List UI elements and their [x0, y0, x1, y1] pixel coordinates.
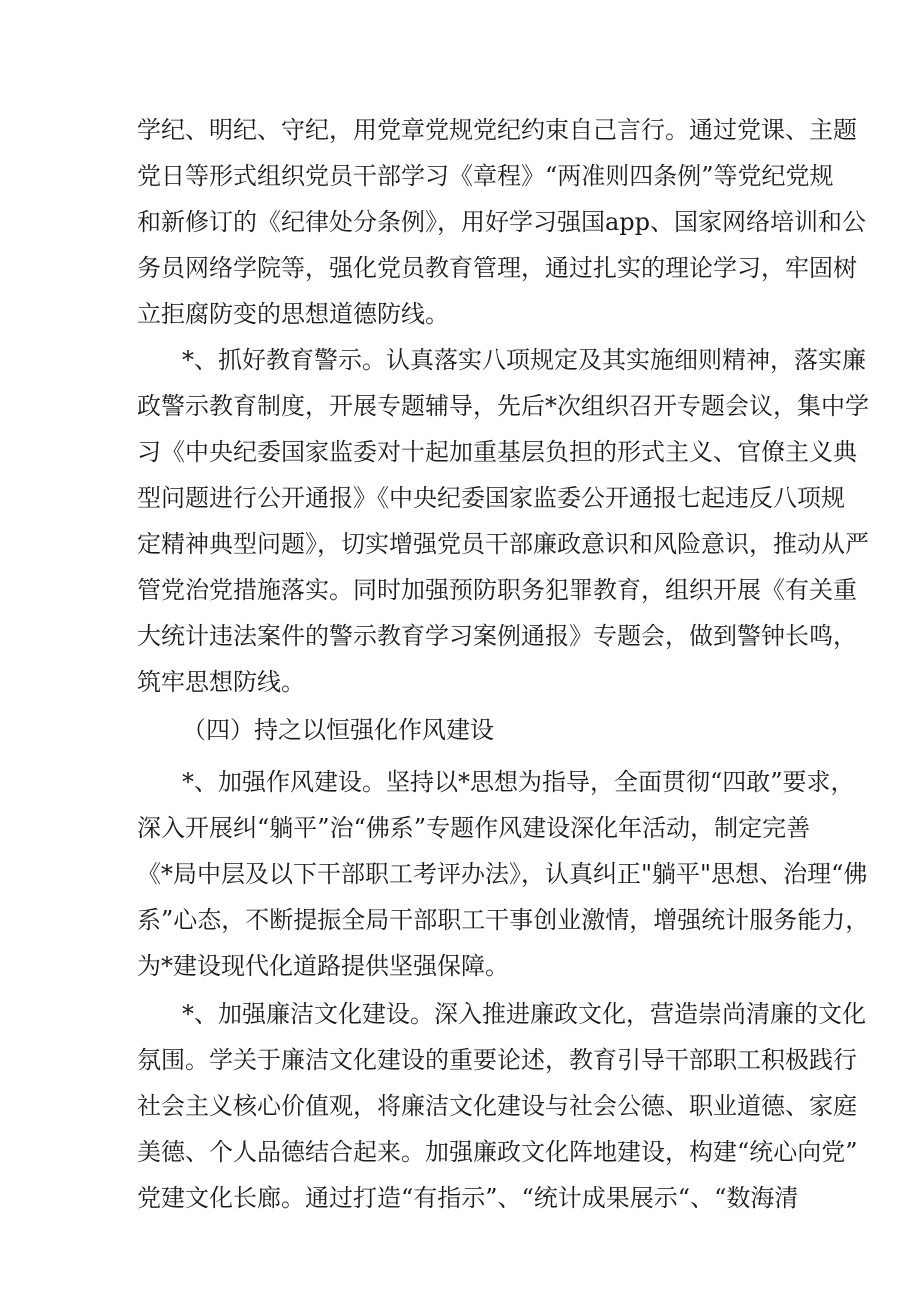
paragraph-line	[0, 522, 920, 566]
line-text: 氛围。学关于廉洁文化建设的重要论述，教育引导干部职工积极践行	[137, 1046, 857, 1074]
paragraph-line	[0, 760, 920, 804]
line-text: 《*局中层及以下干部职工考评办法》，认真纠正"躺平"思想、治理“佛	[137, 860, 868, 888]
paragraph-line	[0, 1130, 920, 1174]
line-text: 党建文化长廊。通过打造“有指示”、“统计成果展示“、“数海清	[137, 1184, 799, 1212]
paragraph-line	[0, 660, 920, 704]
line-text: 党日等形式组织党员干部学习《章程》“两准则四条例”等党纪党规	[137, 162, 834, 190]
line-text: 深入开展纠“躺平”治“佛系”专题作风建设深化年活动，制定完善	[137, 814, 811, 842]
line-text: 学纪、明纪、守纪，用党章党规党纪约束自己言行。通过党课、主题	[137, 116, 857, 144]
line-text: *、加强廉洁文化建设。深入推进廉政文化，营造崇尚清廉的文化	[182, 1000, 866, 1028]
line-text: 政警示教育制度，开展专题辅导，先后*次组织召开专题会议，集中学	[137, 392, 869, 420]
line-text: *、抓好教育警示。认真落实八项规定及其实施细则精神，落实廉	[182, 346, 866, 374]
paragraph-line	[0, 200, 920, 244]
paragraph-line	[0, 852, 920, 896]
line-text: 系”心态，不断提振全局干部职工干事创业激情，增强统计服务能力，	[137, 906, 870, 934]
paragraph-line	[0, 384, 920, 428]
paragraph-line	[0, 944, 920, 988]
paragraph-line	[0, 430, 920, 474]
paragraph-line	[0, 1038, 920, 1082]
line-text: 和新修订的《纪律处分条例》，用好学习强国app、国家网络培训和公	[137, 208, 867, 236]
line-text: 立拒腐防变的思想道德防线。	[137, 300, 449, 328]
paragraph-line	[0, 992, 920, 1036]
heading-text: （四）持之以恒强化作风建设	[182, 716, 494, 744]
paragraph-line	[0, 568, 920, 612]
line-text: 定精神典型问题》，切实增强党员干部廉政意识和风险意识，推动从严	[137, 530, 869, 558]
paragraph-line	[0, 154, 920, 198]
paragraph-line	[0, 1084, 920, 1128]
paragraph-line	[0, 1176, 920, 1220]
line-text: 为*建设现代化道路提供坚强保障。	[137, 952, 509, 980]
line-text: 社会主义核心价值观，将廉洁文化建设与社会公德、职业道德、家庭	[137, 1092, 857, 1120]
paragraph-line	[0, 898, 920, 942]
paragraph-line	[0, 108, 920, 152]
paragraph-line	[0, 476, 920, 520]
line-text: 型问题进行公开通报》《中央纪委国家监委公开通报七起违反八项规	[137, 484, 845, 512]
line-text: 大统计违法案件的警示教育学习案例通报》专题会，做到警钟长鸣，	[137, 622, 857, 650]
section-heading	[0, 708, 920, 752]
paragraph-line	[0, 246, 920, 290]
line-text: 管党治党措施落实。同时加强预防职务犯罪教育，组织开展《有关重	[137, 576, 857, 604]
paragraph-line	[0, 292, 920, 336]
line-text: 习《中央纪委国家监委对十起加重基层负担的形式主义、官僚主义典	[137, 438, 857, 466]
line-text: 务员网络学院等，强化党员教育管理，通过扎实的理论学习，牢固树	[137, 254, 857, 282]
paragraph-line	[0, 338, 920, 382]
line-text: *、加强作风建设。坚持以*思想为指导，全面贯彻“四敢”要求，	[182, 768, 855, 796]
paragraph-line	[0, 614, 920, 658]
paragraph-line	[0, 806, 920, 850]
line-text: 筑牢思想防线。	[137, 668, 305, 696]
line-text: 美德、个人品德结合起来。加强廉政文化阵地建设，构建“统心向党”	[137, 1138, 858, 1166]
